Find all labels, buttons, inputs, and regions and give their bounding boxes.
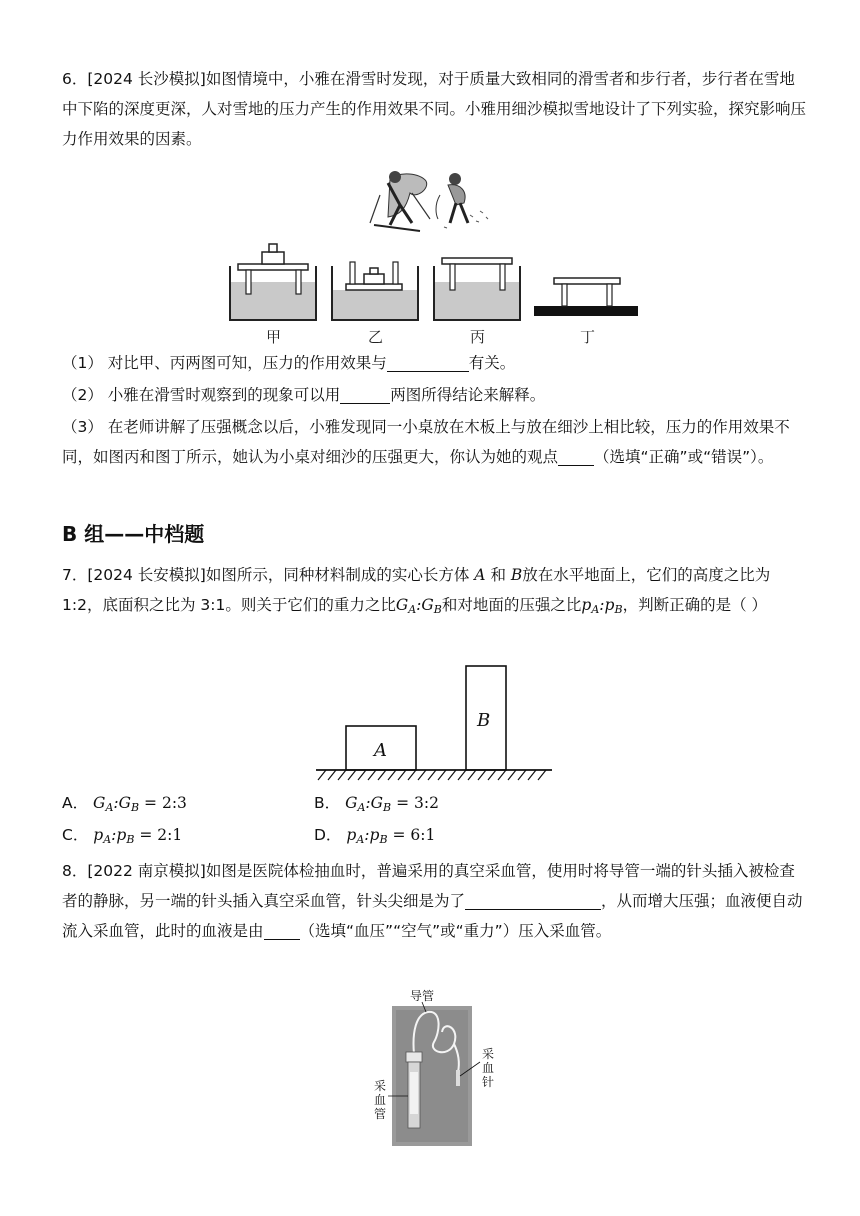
svg-text:血: 血: [482, 1061, 495, 1075]
label-jia: 甲: [266, 328, 282, 346]
label-yi: 乙: [368, 328, 384, 346]
answer-blank-4[interactable]: [465, 891, 601, 910]
experiment-figure: [224, 238, 644, 348]
q6-part2: （2） 小雅在滑雪时观察到的现象可以用 两图所得结论来解释。: [62, 386, 546, 404]
block-b-label: B: [477, 710, 491, 731]
q6-stem: [62, 64, 808, 154]
option-a[interactable]: A． $G_A:G_B$ = 2:3: [62, 794, 187, 814]
ground-hatch: [318, 770, 546, 780]
q6-part3: （3） 在老师讲解了压强概念以后，小雅发现同一小桌放在木板上与放在细沙上相比较，压力的作用效果不同，如图丙和图丁所示，她认为小桌对细沙的压强更大，你认为她的观点 （选填“正确”或“错误”）。: [62, 418, 790, 466]
svg-text:采: 采: [374, 1079, 387, 1093]
answer-blank-2[interactable]: [340, 385, 390, 404]
label-ding: 丁: [580, 328, 596, 346]
board-ding: [534, 278, 638, 316]
option-c[interactable]: C． $p_A:p_B$ = 2:1: [62, 826, 183, 846]
ratio-ga-gb: $G_A:G_B$: [395, 596, 442, 616]
blood-collection-figure: [362, 989, 512, 1148]
block-a-label: A: [374, 740, 387, 761]
section-heading: B 组——中档题: [62, 522, 205, 546]
q8-stem: 8．[2022 南京模拟]如图是医院体检抽血时，普遍采用的真空采血管，使用时将导管一端的针头插入被检查者的静脉，另一端的针头插入真空采血管，针头尖细是为了 ，从而增大压强；血液便自动流入采血管，此时的血液是由 （选填“血压”“空气”或“重力”）压入采血管。: [62, 862, 803, 940]
needle-holder: [456, 1070, 460, 1086]
q6-number: 6．: [62, 70, 88, 88]
skiers-illustration: [360, 165, 500, 235]
svg-text:针: 针: [482, 1075, 495, 1089]
option-d[interactable]: D． $p_A:p_B$ = 6:1: [314, 826, 436, 846]
answer-blank-5[interactable]: [264, 921, 300, 940]
q7-stem: 7．[2024 长安模拟]如图所示，同种材料制成的实心长方体 A 和 B放在水平地面上，它们的高度之比为 1:2，底面积之比为 3:1。则关于它们的重力之比$G_A:G_B$和对地面的压强之比$p_A:p_B$，判断正确的是（ ）: [62, 566, 771, 616]
container-yi: [332, 262, 418, 320]
q6-source: [2024 长沙模拟]: [87, 70, 206, 88]
label-bing: 丙: [470, 328, 486, 346]
ratio-pa-pb: $p_A:p_B$: [581, 596, 623, 616]
option-b[interactable]: B． $G_A:G_B$ = 3:2: [314, 794, 439, 814]
label-tube: 导管: [410, 989, 435, 1003]
svg-text:血: 血: [374, 1093, 387, 1107]
svg-text:管: 管: [374, 1107, 387, 1121]
container-jia: [230, 244, 316, 320]
svg-text:采: 采: [482, 1047, 495, 1061]
q6-stem-text: 如图情境中，小雅在滑雪时发现，对于质量大致相同的滑雪者和步行者，步行者在雪地中下陷的深度更深，人对雪地的压力产生的作用效果不同。小雅用细沙模拟雪地设计了下列实验，探究影响压力作用效果的因素。: [62, 70, 807, 148]
answer-blank-3[interactable]: [558, 447, 594, 466]
blocks-figure: [316, 662, 552, 786]
answer-blank-1[interactable]: [387, 353, 469, 372]
q6-part1: （1） 对比甲、丙两图可知，压力的作用效果与 有关。: [62, 354, 516, 372]
container-bing: [434, 258, 520, 320]
